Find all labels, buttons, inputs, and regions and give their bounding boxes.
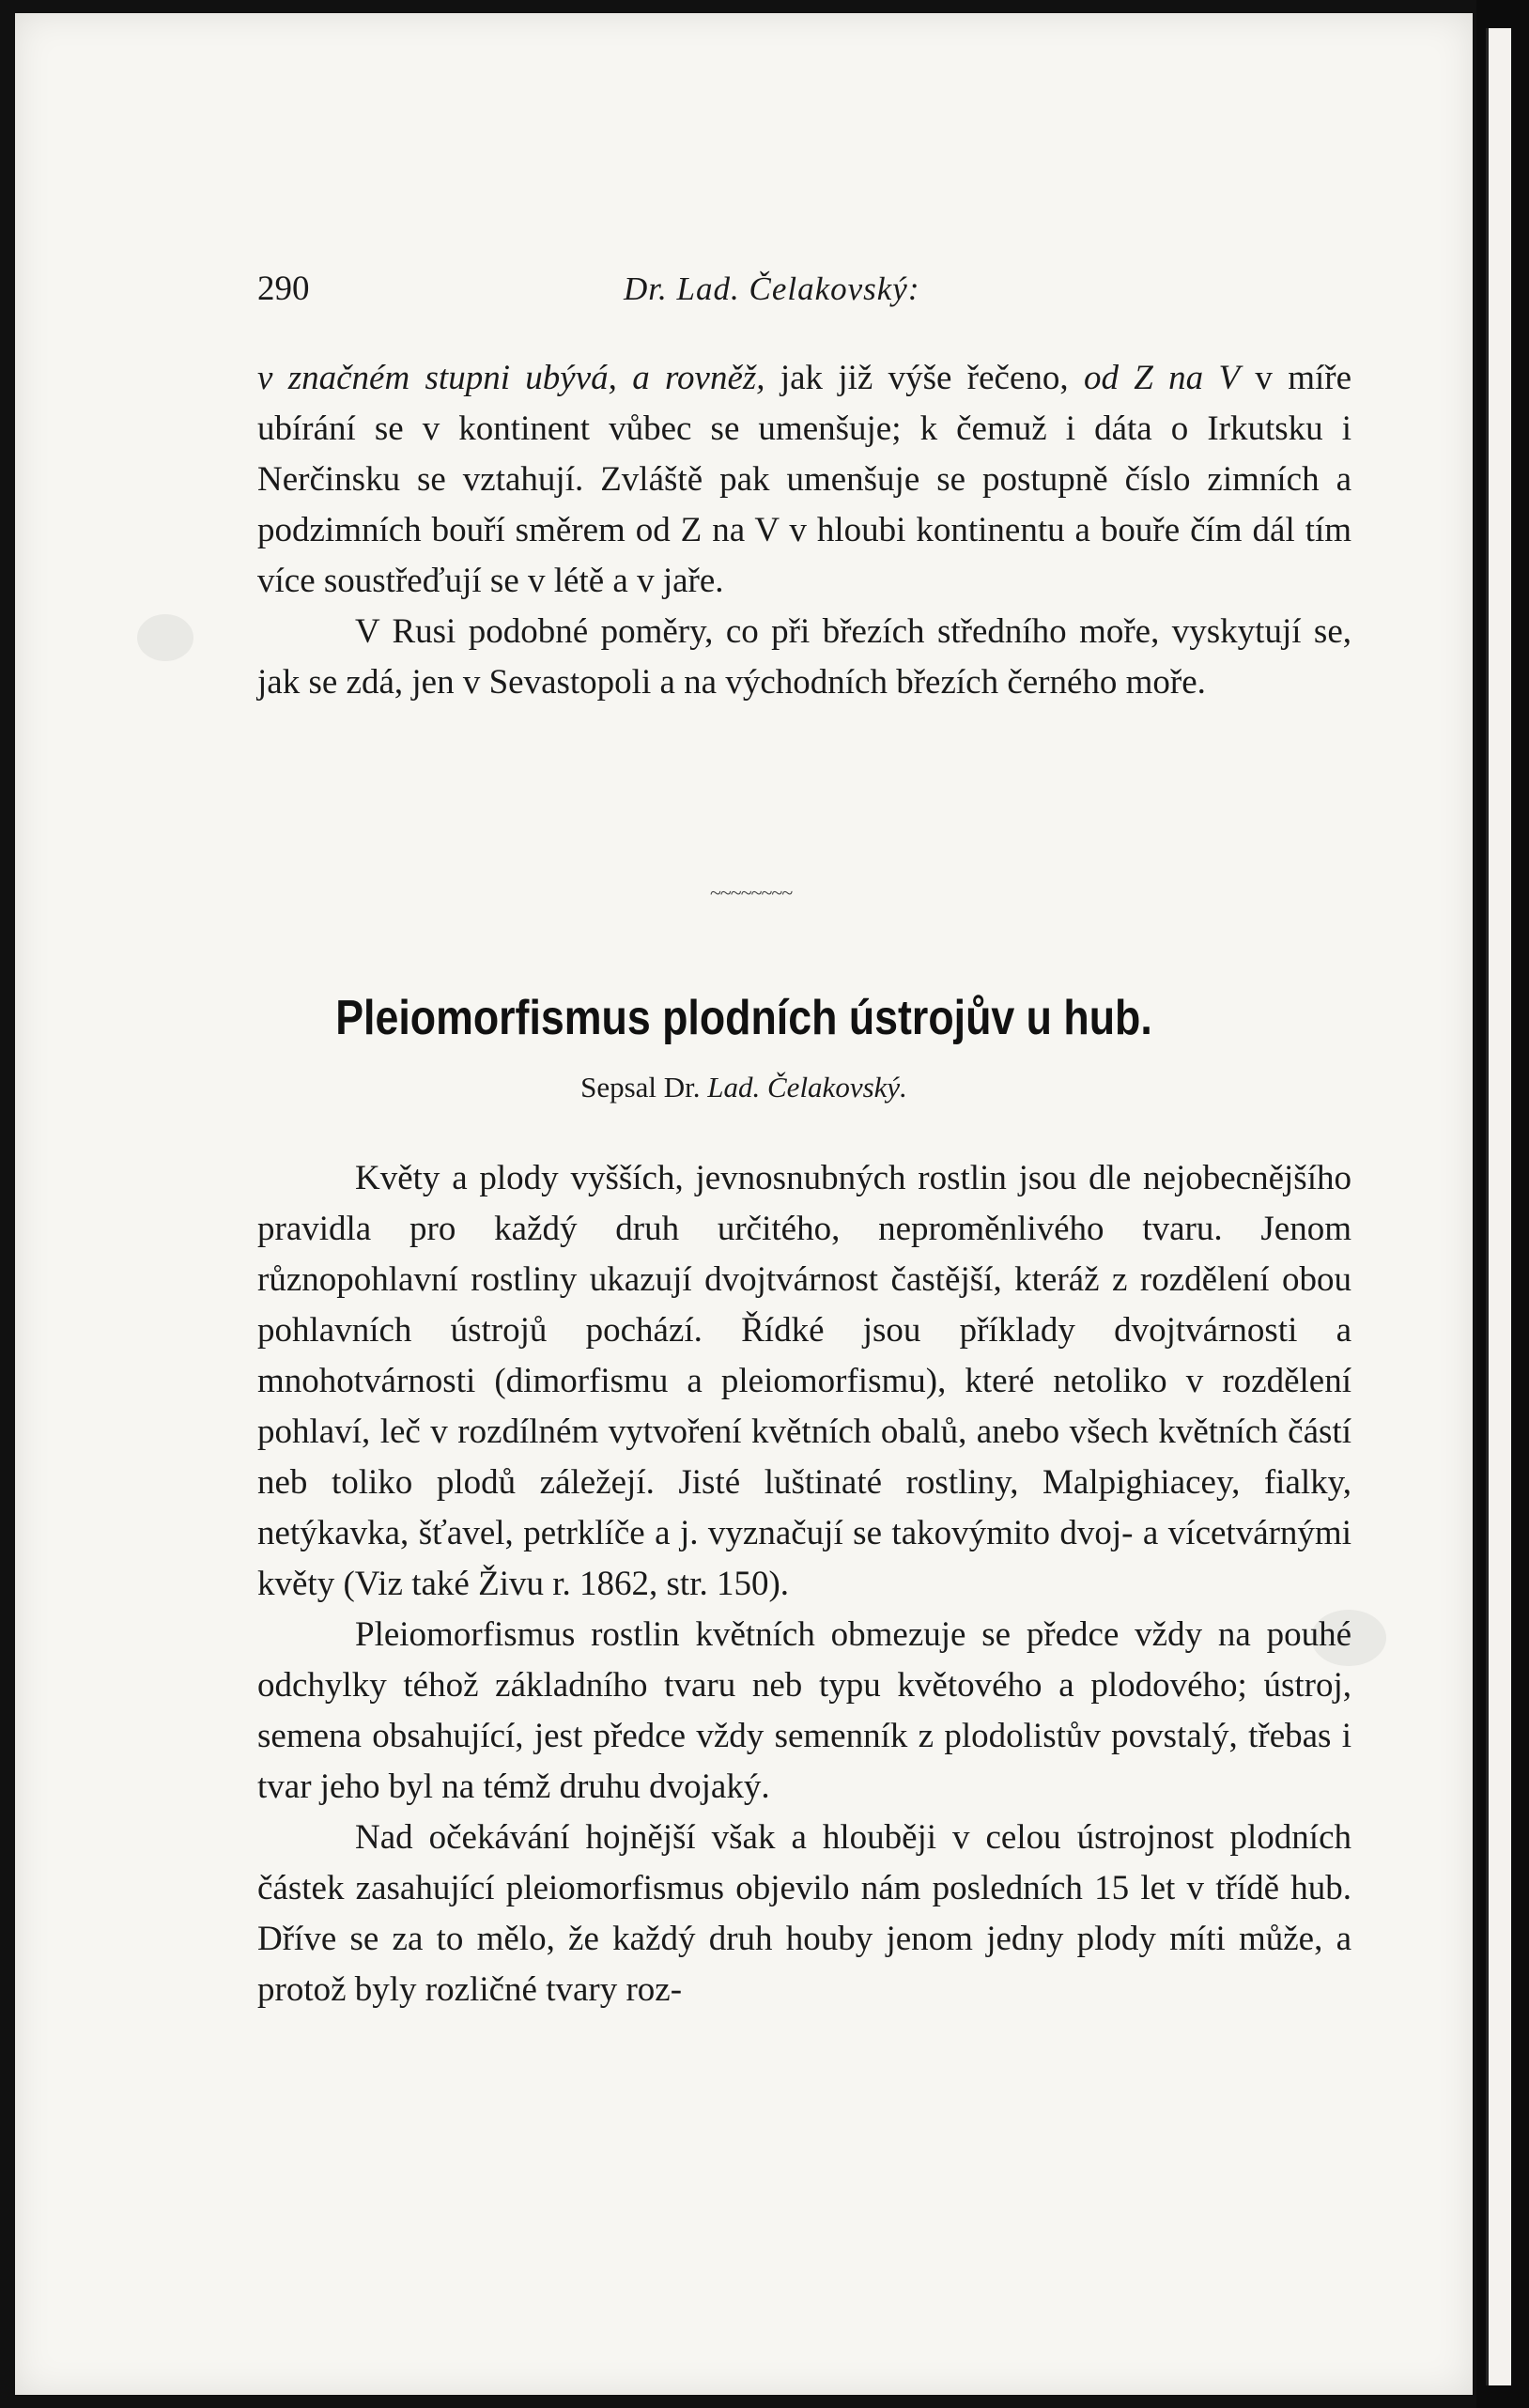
article-body [257,1153,1351,2015]
page-number: 290 [257,270,310,308]
paper-stain [137,614,193,661]
paragraph-text: jak již výše řečeno, [764,359,1084,397]
byline-author: Lad. Čelakovský. [707,1071,907,1104]
paragraph: Květy a plody vyšších, jevnosnubných rostlin jsou dle nejobecnějšího pravidla pro každý druh určitého, neproměnlivého tvaru. Jenom různopohlavní rostliny ukazují dvojtvárnost častější, kteráž z rozdělení obou pohlavních ústrojů pochází. Řídké jsou příklady dvojtvárnosti a mnohotvárnosti (dimorfismu a pleiomorfismu), které netoliko v rozdělení pohlaví, leč v rozdílném vytvoření květních obalů, anebo všech květních částí neb toliko plodů záležejí. Jisté luštinaté rostliny, Malpighiacey, fialky, netýkavka, šťavel, petrklíče a j. vyznačují se takovýmito dvoj- a vícetvárnými květy (Viz také Živu r. 1862, str. 150). [257,1159,1351,1603]
book-page [15,13,1473,2395]
section-separator: ~~~~~~~~ [710,881,793,904]
emphasis-text: od Z na V [1083,359,1241,397]
paragraph: Nad očekávání hojnější však a hlouběji v celou ústrojnost plodních částek zasahující pleiomorfismus objevilo nám posledních 15 let v třídě hub. Dříve se za to mělo, že každý druh houby jenom jedny plody míti může, a protož byly rozličné tvary roz- [257,1818,1351,2009]
article-title: Pleiomorfismus plodních ústrojův u hub. [335,991,1152,1045]
paragraph: Pleiomorfismus rostlin květních obmezuje se předce vždy na pouhé odchylky téhož základního tvaru neb typu květového a plodového; ústroj, semena obsahující, jest předce vždy semenník z plodolistův povstalý, třebas i tvar jeho byl na témž druhu dvojaký. [257,1615,1351,1806]
paragraph [257,353,1351,607]
paragraph: V Rusi podobné poměry, co při březích středního moře, vyskytují se, jak se zdá, jen v Sevastopoli a na východních březích černého moře. [257,612,1351,702]
byline-prefix: Sepsal Dr. [580,1071,701,1104]
scan-frame-right [1476,0,1529,2408]
byline [15,1071,1473,1104]
next-page-edge [1486,28,1511,2385]
previous-article-ending [257,353,1351,708]
emphasis-text: v značném stupni ubývá, a rovněž, [257,359,765,397]
running-head: Dr. Lad. Čelakovský: [624,270,920,307]
paragraph-text: v míře ubírání se v kontinent vůbec se umenšuje; k čemuž i dáta o Irkutsku i Nerčinsku se vztahují. Zvláště pak umenšuje se postupně číslo zimních a podzimních bouří směrem od Z na V v hloubi kontinentu a bouře čím dál tím více soustřeďují se v létě a v jaře. [257,359,1351,600]
page-header [257,269,1366,325]
